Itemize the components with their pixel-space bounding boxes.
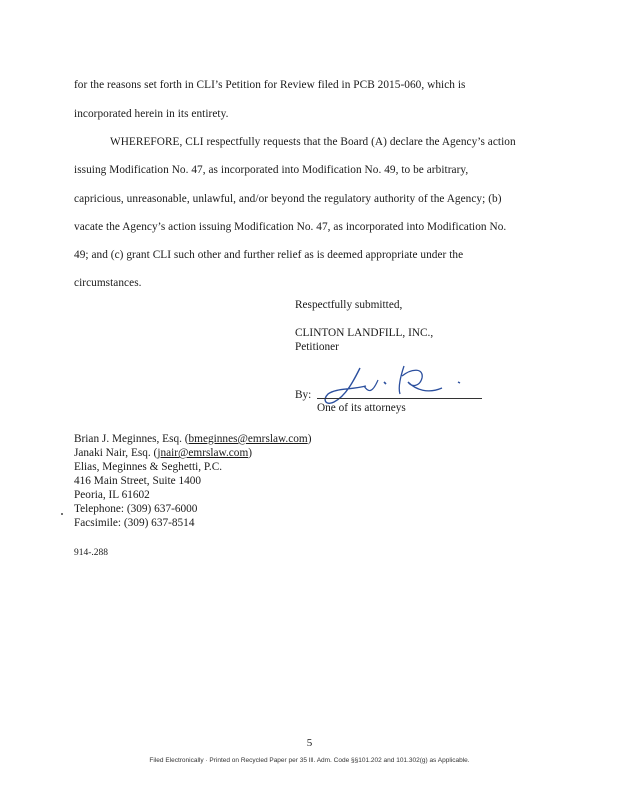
body-line-6: vacate the Agency’s action issuing Modification No. 47, as incorporated into Modification No.: [74, 221, 507, 233]
attorney-1: [74, 432, 311, 446]
body-line-7: 49; and (c) grant CLI such other and further relief as is deemed appropriate under the: [74, 249, 464, 261]
by-label: By:: [295, 389, 312, 401]
attorney-2-email[interactable]: jnair@emrslaw.com: [157, 447, 249, 459]
body-line-5: capricious, unreasonable, unlawful, and/or beyond the regulatory authority of the Agency; (b): [74, 193, 502, 205]
firm-facsimile: Facsimile: (309) 637-8514: [74, 517, 195, 529]
body-line-8: circumstances.: [74, 277, 142, 289]
party-role: Petitioner: [295, 341, 339, 353]
attorney-1-close: ): [307, 433, 312, 445]
firm-city: Peoria, IL 61602: [74, 489, 150, 501]
attorney-2-close: ): [248, 447, 252, 459]
body-line-2: incorporated herein in its entirety.: [74, 108, 229, 120]
body-line-4: issuing Modification No. 47, as incorporated into Modification No. 49, to be arbitrary,: [74, 164, 469, 176]
filing-footer: Filed Electronically · Printed on Recycled Paper per 35 Ill. Adm. Code §§101.202 and 101.302(g) as Applicable.: [149, 757, 470, 764]
attorney-caption: One of its attorneys: [317, 402, 406, 414]
signature-line: [317, 398, 482, 399]
attorney-2-name: Janaki Nair, Esq. (: [74, 447, 158, 459]
page-number: 5: [306, 737, 313, 749]
attorney-1-name: Brian J. Meginnes, Esq. (: [74, 433, 189, 445]
body-line-3: WHEREFORE, CLI respectfully requests that the Board (A) declare the Agency’s action: [110, 136, 516, 148]
firm-telephone: Telephone: (309) 637-6000: [74, 503, 198, 515]
firm-street: 416 Main Street, Suite 1400: [74, 475, 202, 487]
company-name: CLINTON LANDFILL, INC.,: [295, 327, 434, 339]
scan-speck: [61, 513, 63, 515]
closing-text: Respectfully submitted,: [295, 299, 403, 311]
firm-name: Elias, Meginnes & Seghetti, P.C.: [74, 461, 223, 473]
body-line-1: for the reasons set forth in CLI’s Petition for Review filed in PCB 2015-060, which is: [74, 79, 466, 91]
attorney-1-email[interactable]: bmeginnes@emrslaw.com: [188, 433, 308, 445]
file-reference: 914-.288: [74, 548, 109, 558]
attorney-2: [74, 446, 252, 460]
